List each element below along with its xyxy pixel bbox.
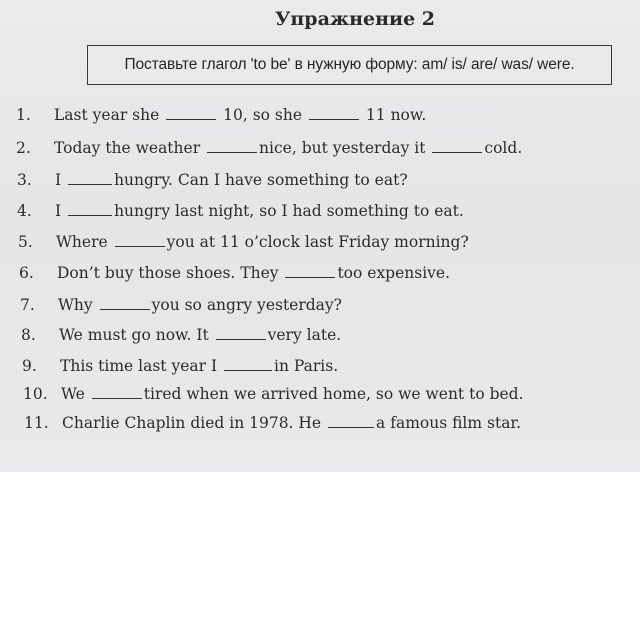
item-text: very late. xyxy=(267,326,342,344)
item-text: Today the weather xyxy=(54,139,201,157)
exercise-item-3 xyxy=(17,171,408,189)
item-text: nice, but yesterday it xyxy=(259,139,426,157)
item-number: 4. xyxy=(17,202,32,220)
answer-blank[interactable] xyxy=(224,369,272,371)
item-number: 6. xyxy=(19,264,34,282)
item-text: We xyxy=(61,385,85,403)
exercise-item-10 xyxy=(23,385,524,403)
answer-blank[interactable] xyxy=(115,245,165,247)
answer-blank[interactable] xyxy=(328,426,374,428)
exercise-item-6 xyxy=(19,264,450,282)
item-text: hungry last night, so I had something to eat. xyxy=(114,202,464,220)
item-number: 8. xyxy=(21,326,36,344)
item-text: Where xyxy=(56,233,108,251)
answer-blank[interactable] xyxy=(216,338,266,340)
item-number: 7. xyxy=(20,296,35,314)
instruction-text: Поставьте глагол 'to be' в нужную форму: am/ is/ are/ was/ were. xyxy=(124,56,575,73)
answer-blank[interactable] xyxy=(68,214,112,216)
item-text: hungry. Can I have something to eat? xyxy=(114,171,408,189)
item-number: 3. xyxy=(17,171,32,189)
exercise-item-5 xyxy=(18,233,469,251)
item-text: Charlie Chaplin died in 1978. He xyxy=(62,414,322,432)
item-text: I xyxy=(55,171,62,189)
exercise-item-2 xyxy=(16,139,522,157)
instruction-box xyxy=(87,45,612,85)
item-text: in Paris. xyxy=(274,357,339,375)
exercise-item-11 xyxy=(24,414,521,432)
item-number: 11. xyxy=(24,414,49,432)
item-text: too expensive. xyxy=(337,264,451,282)
exercise-item-4 xyxy=(17,202,464,220)
answer-blank[interactable] xyxy=(166,118,216,120)
item-text: you so angry yesterday? xyxy=(151,296,342,314)
answer-blank[interactable] xyxy=(285,276,335,278)
item-text: cold. xyxy=(484,139,523,157)
answer-blank[interactable] xyxy=(432,151,482,153)
exercise-title: Упражнение 2 xyxy=(274,8,436,30)
item-number: 9. xyxy=(22,357,37,375)
exercise-item-1 xyxy=(16,106,426,124)
item-text: 10, so she xyxy=(223,106,303,124)
item-text: tired when we arrived home, so we went to bed. xyxy=(143,385,524,403)
item-text: Don’t buy those shoes. They xyxy=(57,264,279,282)
item-text: a famous film star. xyxy=(376,414,522,432)
item-text: you at 11 o’clock last Friday morning? xyxy=(166,233,469,251)
item-number: 5. xyxy=(18,233,33,251)
item-number: 10. xyxy=(23,385,48,403)
item-text: Why xyxy=(58,296,93,314)
item-text: Last year she xyxy=(54,106,160,124)
item-number: 2. xyxy=(16,139,31,157)
answer-blank[interactable] xyxy=(100,308,150,310)
item-text: We must go now. It xyxy=(59,326,209,344)
answer-blank[interactable] xyxy=(92,397,142,399)
exercise-item-8 xyxy=(21,326,341,344)
exercise-item-9 xyxy=(22,357,338,375)
item-number: 1. xyxy=(16,106,31,124)
item-text: This time last year I xyxy=(60,357,218,375)
exercise-item-7 xyxy=(20,296,342,314)
answer-blank[interactable] xyxy=(207,151,257,153)
answer-blank[interactable] xyxy=(68,183,112,185)
item-text: I xyxy=(55,202,62,220)
item-text: 11 now. xyxy=(365,106,427,124)
answer-blank[interactable] xyxy=(309,118,359,120)
